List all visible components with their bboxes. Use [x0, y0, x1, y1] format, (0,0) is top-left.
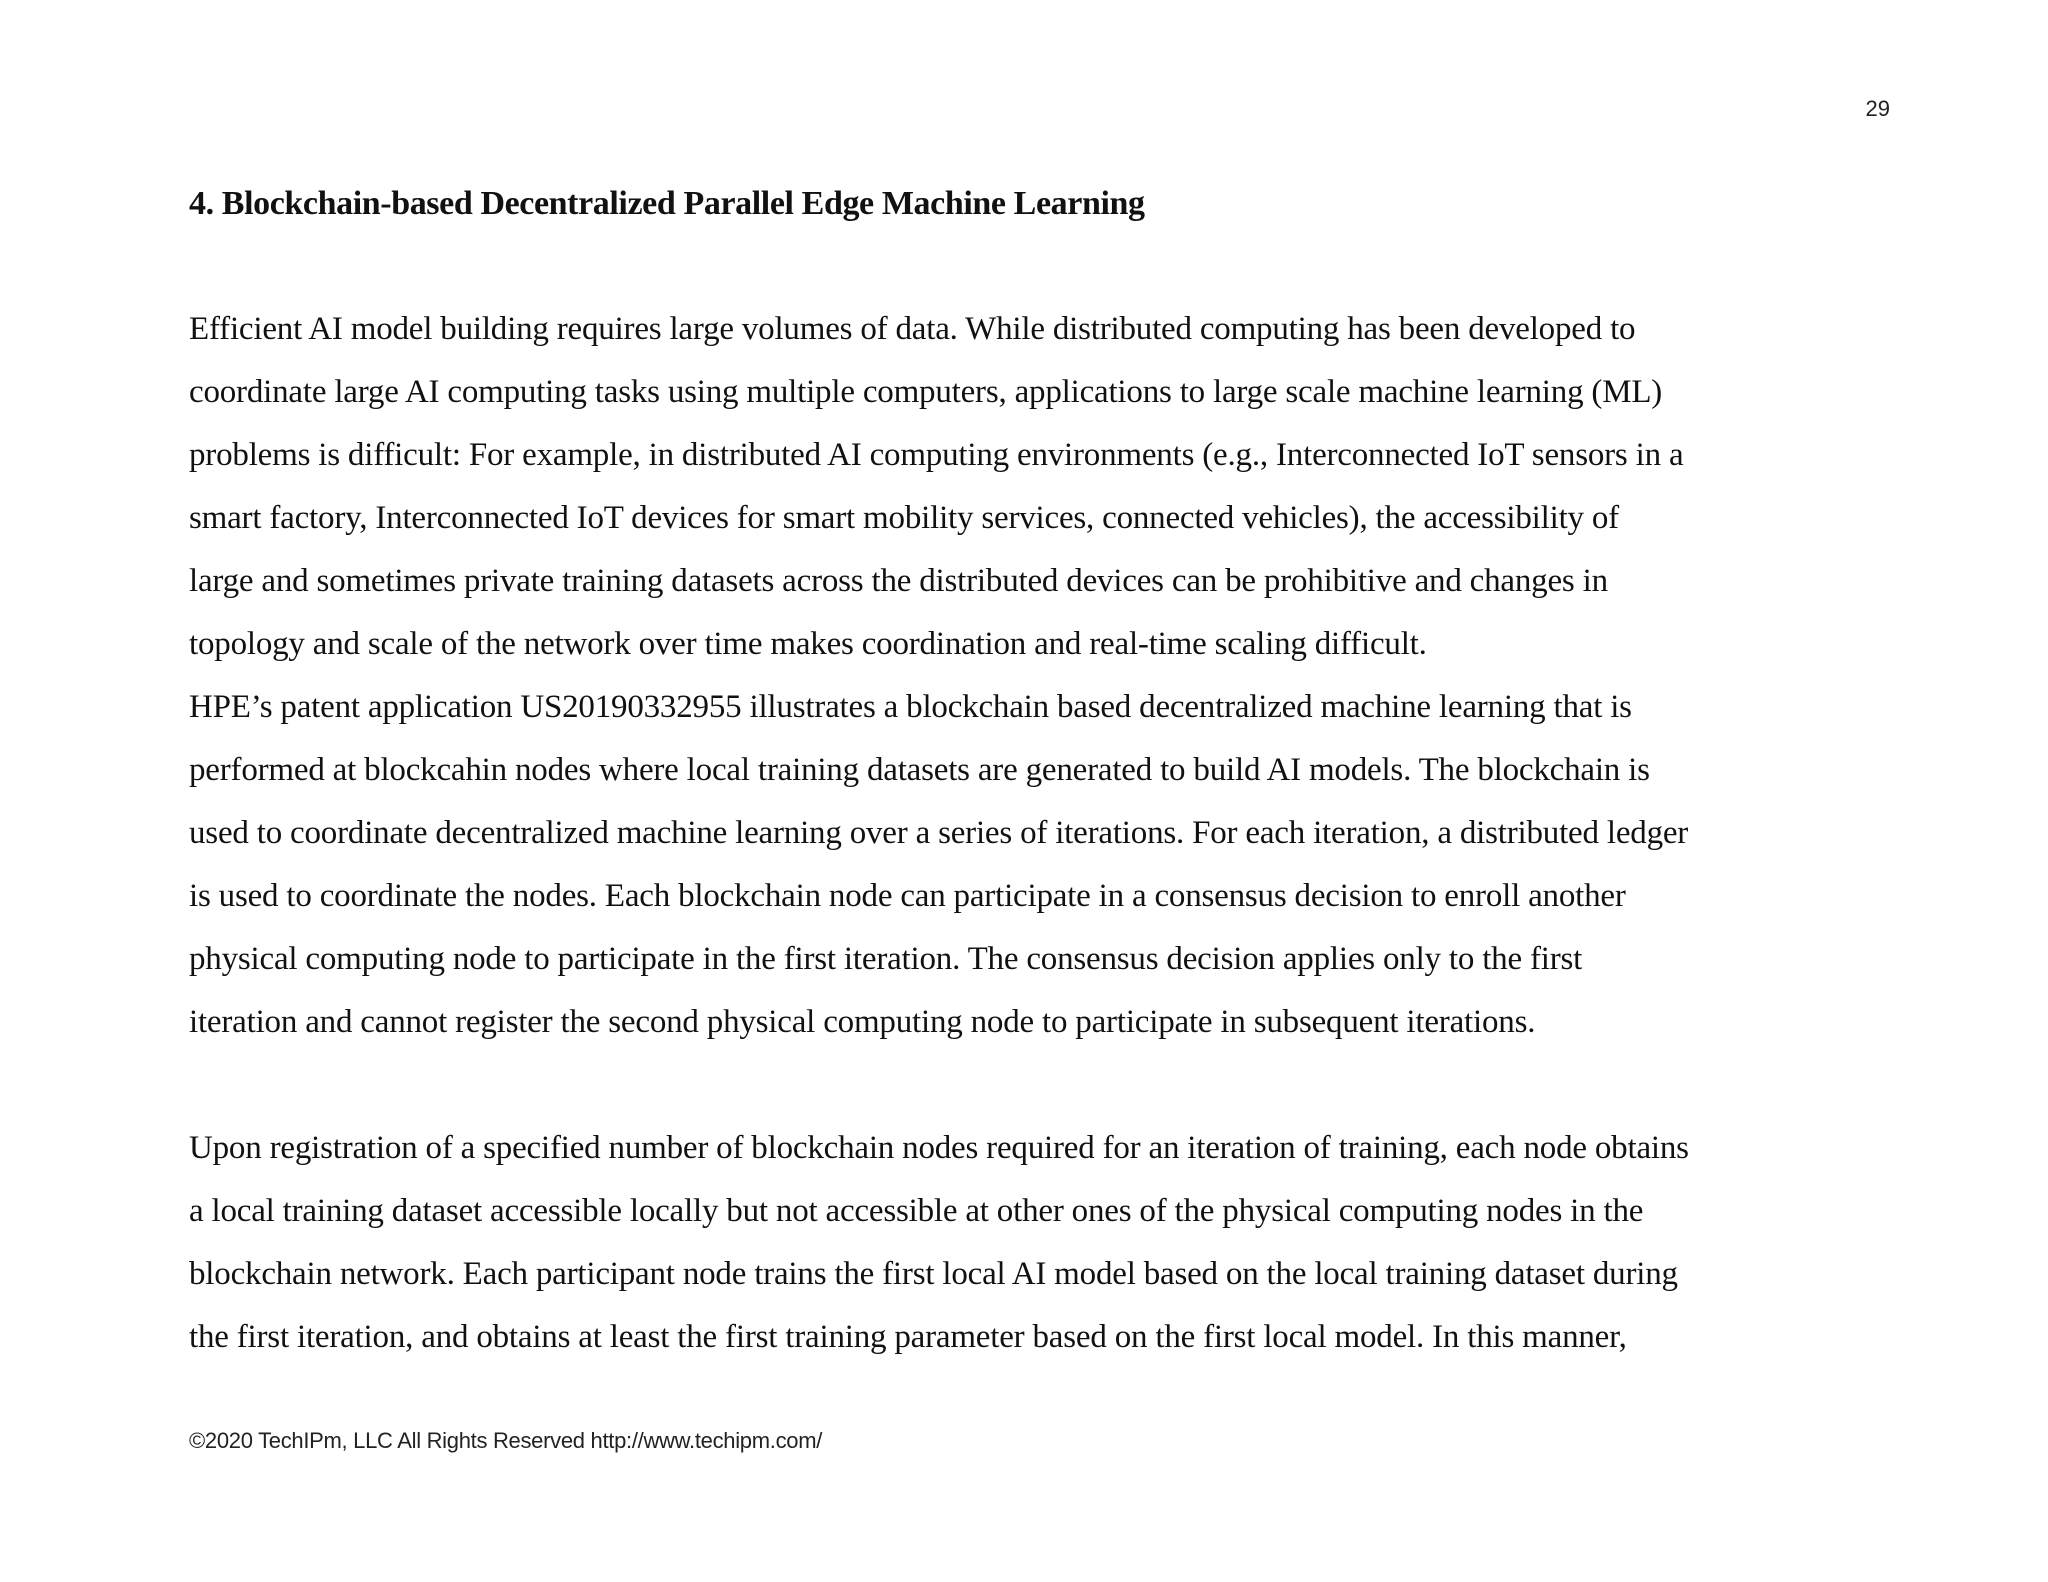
copyright-footer: ©2020 TechIPm, LLC All Rights Reserved http://www.techipm.com/: [189, 1428, 823, 1453]
paragraph-line: performed at blockcahin nodes where local training datasets are generated to build AI models. The blockchain is: [189, 752, 1650, 788]
paragraph-line: topology and scale of the network over time makes coordination and real-time scaling difficult.: [189, 626, 1427, 662]
paragraph-line: Upon registration of a specified number of blockchain nodes required for an iteration of training, each node obtains: [189, 1130, 1689, 1166]
page-number: 29: [1865, 96, 1890, 121]
paragraph-line: a local training dataset accessible locally but not accessible at other ones of the physical computing nodes in the: [189, 1193, 1644, 1229]
paragraph-line: smart factory, Interconnected IoT devices for smart mobility services, connected vehicles), the accessibility of: [189, 500, 1619, 536]
paragraph-line: the first iteration, and obtains at least the first training parameter based on the first local model. In this manner,: [189, 1319, 1627, 1355]
paragraph-line: is used to coordinate the nodes. Each blockchain node can participate in a consensus decision to enroll another: [189, 878, 1626, 914]
paragraph-line: coordinate large AI computing tasks using multiple computers, applications to large scale machine learning (ML): [189, 374, 1663, 410]
section-heading: 4. Blockchain-based Decentralized Parallel Edge Machine Learning: [189, 185, 1145, 222]
paragraph-line: iteration and cannot register the second physical computing node to participate in subsequent iterations.: [189, 1004, 1536, 1040]
paragraph-line: HPE’s patent application US20190332955 illustrates a blockchain based decentralized machine learning that is: [189, 689, 1632, 725]
paragraph-line: used to coordinate decentralized machine learning over a series of iterations. For each iteration, a distributed ledger: [189, 815, 1689, 851]
paragraph-line: problems is difficult: For example, in distributed AI computing environments (e.g., Interconnected IoT sensors in a: [189, 437, 1684, 473]
paragraph-line: large and sometimes private training datasets across the distributed devices can be prohibitive and changes in: [189, 563, 1608, 599]
paragraph-line: Efficient AI model building requires large volumes of data. While distributed computing has been developed to: [189, 311, 1636, 347]
paragraph-line: blockchain network. Each participant node trains the first local AI model based on the local training dataset during: [189, 1256, 1678, 1292]
paragraph-line: physical computing node to participate in the first iteration. The consensus decision applies only to the first: [189, 941, 1583, 977]
